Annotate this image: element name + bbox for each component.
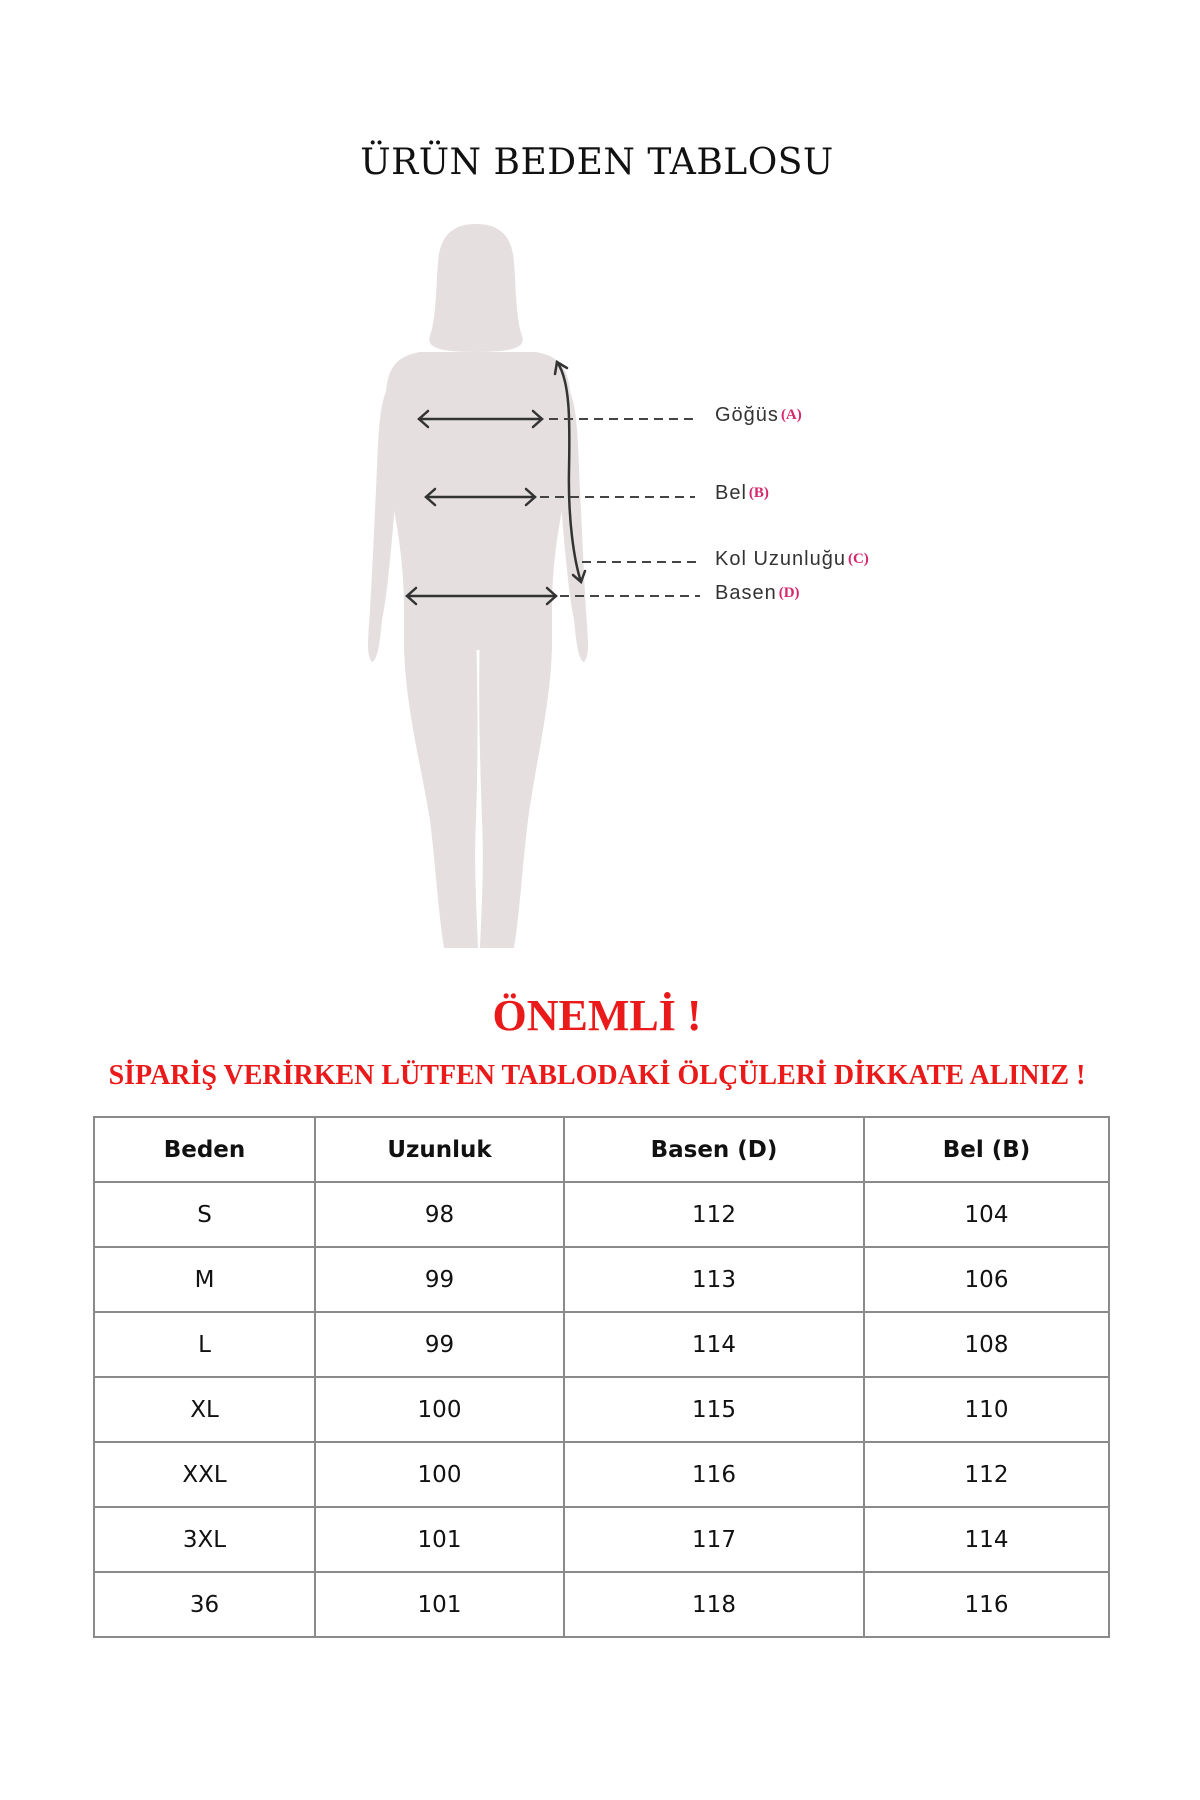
header-waist: Bel (B)	[864, 1117, 1109, 1182]
cell-hip: 114	[564, 1312, 864, 1377]
table-row	[94, 1182, 1109, 1247]
cell-hip: 112	[564, 1182, 864, 1247]
cell-length: 99	[315, 1247, 564, 1312]
header-length: Uzunluk	[315, 1117, 564, 1182]
cell-size: XL	[94, 1377, 315, 1442]
cell-hip: 116	[564, 1442, 864, 1507]
cell-waist: 116	[864, 1572, 1109, 1637]
table-row	[94, 1312, 1109, 1377]
cell-waist: 106	[864, 1247, 1109, 1312]
female-silhouette-icon	[368, 224, 588, 948]
cell-size: 3XL	[94, 1507, 315, 1572]
cell-waist: 104	[864, 1182, 1109, 1247]
cell-waist: 114	[864, 1507, 1109, 1572]
table-row	[94, 1442, 1109, 1507]
table-row	[94, 1507, 1109, 1572]
measure-name: Bel	[715, 482, 747, 504]
measure-label-waist	[715, 482, 769, 505]
cell-hip: 113	[564, 1247, 864, 1312]
cell-hip: 117	[564, 1507, 864, 1572]
measure-label-hip	[715, 582, 800, 605]
measure-tag: (D)	[778, 585, 800, 601]
cell-length: 100	[315, 1442, 564, 1507]
cell-size: 36	[94, 1572, 315, 1637]
table-row	[94, 1247, 1109, 1312]
size-table	[93, 1116, 1110, 1638]
table-row	[94, 1572, 1109, 1637]
header-size: Beden	[94, 1117, 315, 1182]
important-message: SİPARİŞ VERİRKEN LÜTFEN TABLODAKİ ÖLÇÜLERİ DİKKATE ALINIZ !	[108, 1060, 1086, 1091]
cell-length: 98	[315, 1182, 564, 1247]
measure-label-chest	[715, 404, 802, 427]
cell-size: L	[94, 1312, 315, 1377]
table-header-row	[94, 1117, 1109, 1182]
cell-waist: 108	[864, 1312, 1109, 1377]
cell-hip: 115	[564, 1377, 864, 1442]
measure-tag: (B)	[748, 485, 769, 501]
measure-tag: (A)	[780, 407, 802, 423]
cell-hip: 118	[564, 1572, 864, 1637]
measure-name: Kol Uzunluğu	[715, 548, 846, 570]
measure-name: Basen	[715, 582, 777, 604]
table-row	[94, 1377, 1109, 1442]
important-heading: ÖNEMLİ !	[492, 991, 702, 1040]
page-title: ÜRÜN BEDEN TABLOSU	[360, 142, 834, 183]
cell-size: M	[94, 1247, 315, 1312]
cell-length: 100	[315, 1377, 564, 1442]
cell-waist: 112	[864, 1442, 1109, 1507]
measure-label-sleeve	[715, 548, 869, 571]
measure-name: Göğüs	[715, 404, 779, 426]
header-hip: Basen (D)	[564, 1117, 864, 1182]
cell-waist: 110	[864, 1377, 1109, 1442]
measure-tag: (C)	[847, 551, 869, 567]
cell-length: 101	[315, 1507, 564, 1572]
cell-length: 101	[315, 1572, 564, 1637]
cell-size: S	[94, 1182, 315, 1247]
cell-length: 99	[315, 1312, 564, 1377]
cell-size: XXL	[94, 1442, 315, 1507]
